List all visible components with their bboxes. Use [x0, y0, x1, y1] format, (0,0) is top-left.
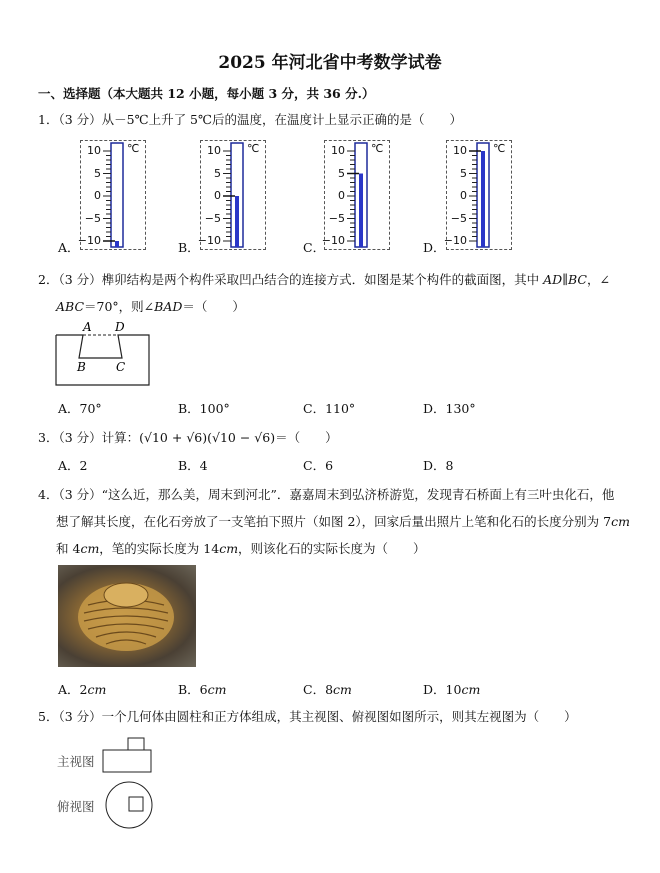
q4-text-part: 和 4: [56, 541, 81, 556]
question-4-line3: [56, 539, 426, 557]
question-5-text: 5．（3 分）一个几何体由圆柱和正方体组成，其主视图、俯视图如图所示，则其左视图为（ ）: [38, 709, 577, 724]
tick-label: 0: [94, 189, 101, 202]
thermometer: [77, 140, 146, 250]
tick-label: −5: [84, 211, 101, 225]
front-view-figure: [100, 736, 154, 776]
tick-label: −5: [204, 211, 221, 225]
q2-option-d[interactable]: D．130°: [423, 401, 476, 416]
label-c: C: [116, 360, 126, 374]
tick-label: −10: [77, 234, 101, 247]
tick-label: 10: [453, 144, 467, 157]
parallel-symbol: ∥: [562, 272, 568, 287]
q3-option-d[interactable]: D．8: [423, 458, 454, 473]
unit-cm: cm: [80, 541, 100, 556]
tick-label: 0: [338, 189, 345, 202]
q2-segment-bc: BC: [567, 272, 587, 287]
angle-symbol: ，∠: [586, 272, 610, 287]
mercury-column: [481, 151, 485, 247]
tick-label: −10: [197, 234, 221, 247]
tick-label: 5: [94, 166, 101, 180]
q4-text-part: 想了解其长度，在化石旁放了一支笔拍下照片（如图 2），回家后量出照片上笔和化石的长度分别为 7: [56, 514, 612, 529]
label-b: B: [77, 360, 86, 374]
q2-option-b[interactable]: B．100°: [178, 401, 230, 416]
q2-angle-bad: BAD: [154, 299, 183, 314]
question-4-line2: [56, 512, 630, 530]
sqrt-10: √10: [212, 430, 236, 445]
question-3-text: [38, 428, 338, 446]
sqrt-6: √6: [186, 430, 203, 445]
thermometer: [197, 140, 266, 250]
front-view-label: 主视图: [57, 754, 95, 769]
top-view-figure: [104, 780, 154, 830]
q4-option-a[interactable]: A．2cm: [58, 682, 107, 697]
label-a: A: [83, 320, 92, 334]
tick-label: 10: [331, 144, 345, 157]
q1-option-b[interactable]: B．: [178, 240, 200, 255]
celsius-unit: ℃: [247, 142, 260, 155]
q3-option-c[interactable]: C．6: [303, 458, 334, 473]
tick-label: −5: [450, 211, 467, 225]
tick-label: 5: [460, 166, 467, 180]
q2-text-part: ＝70°，则∠: [84, 299, 155, 314]
q3-option-b[interactable]: B．4: [178, 458, 208, 473]
q2-text-part: 2．（3 分）榫卯结构是两个构件采取凹凸结合的连接方式．如图是某个构件的截面图，其中: [38, 272, 544, 287]
thermometer-tube: [111, 143, 123, 247]
unit-cm: cm: [219, 541, 239, 556]
q4-text-part: ，则该化石的实际长度为（ ）: [238, 541, 426, 556]
minus-sign: −: [235, 430, 255, 445]
sqrt-6: √6: [254, 430, 271, 445]
page-title: 2025 年河北省中考数学试卷: [218, 53, 442, 73]
q2-text-part: ＝（ ）: [182, 299, 245, 314]
mercury-column: [359, 174, 363, 248]
q4-option-b[interactable]: B．6cm: [178, 682, 227, 697]
question-2-line2: [56, 297, 245, 315]
q1-option-d[interactable]: D．: [423, 240, 446, 255]
mortise-diagram: [52, 318, 156, 388]
section-heading: 一、选择题（本大题共 12 小题，每小题 3 分，共 36 分.）: [38, 86, 375, 101]
sqrt-10: √10: [144, 430, 168, 445]
tick-label: −10: [443, 234, 467, 247]
q2-option-a[interactable]: A．70°: [58, 401, 102, 416]
q2-angle-abc: ABC: [56, 299, 85, 314]
q4-option-c[interactable]: C．8cm: [303, 682, 352, 697]
tick-label: −5: [328, 211, 345, 225]
unit-cm: cm: [611, 514, 630, 529]
q4-text-part: ，笔的实际长度为 14: [99, 541, 220, 556]
tick-label: −10: [321, 234, 345, 247]
label-d: D: [115, 320, 125, 334]
mercury-column: [115, 241, 119, 247]
q3-text-part: )(: [202, 430, 212, 445]
trilobite-fossil-photo: [58, 565, 196, 667]
q3-text-part: )＝（ ）: [270, 430, 338, 445]
top-view-label: 俯视图: [57, 799, 95, 814]
question-2-line1: [38, 270, 610, 288]
q4-option-d[interactable]: D．10cm: [423, 682, 481, 697]
mercury-column: [235, 196, 239, 247]
q2-option-c[interactable]: C．110°: [303, 401, 356, 416]
q2-segment-ad: AD: [543, 272, 563, 287]
question-4-line1: 4．（3 分）“这么近，那么美，周末到河北”．嘉嘉周末到弘济桥游览，发现青石桥面上有三叶虫化石，他: [38, 487, 615, 502]
celsius-unit: ℃: [371, 142, 384, 155]
thermometer: [443, 140, 512, 250]
tick-label: 0: [214, 189, 221, 202]
tick-label: 5: [214, 166, 221, 180]
celsius-unit: ℃: [493, 142, 506, 155]
tick-label: 10: [87, 144, 101, 157]
question-1-text: 1．（3 分）从－5℃上升了 5℃后的温度，在温度计上显示正确的是（ ）: [38, 112, 462, 127]
tick-label: 5: [338, 166, 345, 180]
q1-option-a[interactable]: A．: [58, 240, 80, 255]
celsius-unit: ℃: [127, 142, 140, 155]
thermometer: [321, 140, 390, 250]
tick-label: 0: [460, 189, 467, 202]
q3-option-a[interactable]: A．2: [58, 458, 88, 473]
q1-option-c[interactable]: C．: [303, 240, 326, 255]
q3-text-part: 3．（3 分）计算：(: [38, 430, 145, 445]
tick-label: 10: [207, 144, 221, 157]
trilobite-shape: [58, 565, 196, 667]
plus-sign: +: [167, 430, 187, 445]
